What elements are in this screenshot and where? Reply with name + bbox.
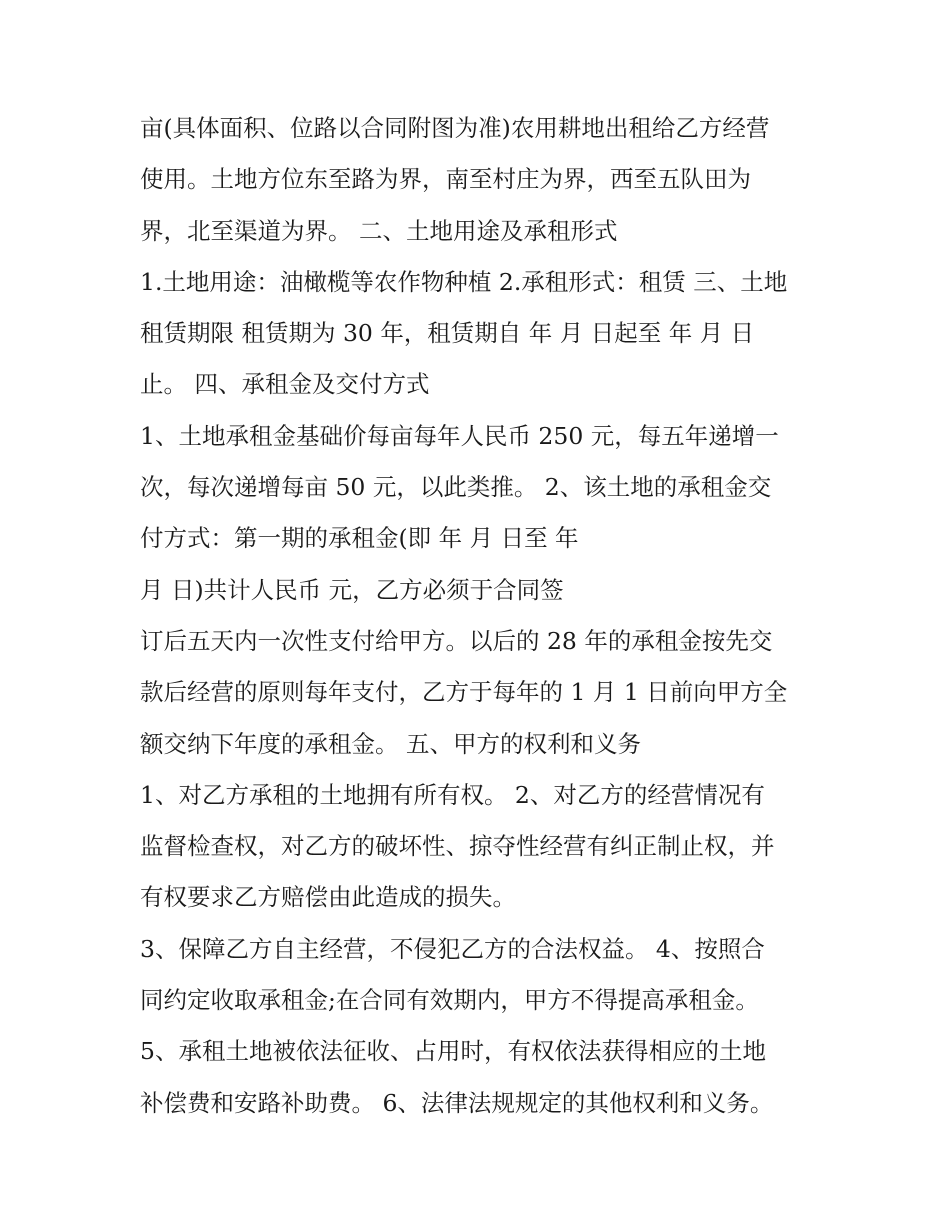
text-line: 次，每次递增每亩 50 元，以此类推。 2、该土地的承租金交 [140,473,772,502]
text-line: 有权要求乙方赔偿由此造成的损失。 [140,883,516,912]
text-line: 租赁期限 租赁期为 30 年，租赁期自 年 月 日起至 年 月 日 [140,319,755,348]
contract-body-text [140,103,830,1129]
text-line: 额交纳下年度的承租金。 五、甲方的权利和义务 [140,729,641,758]
text-line: 亩(具体面积、位路以合同附图为准)农用耕地出租给乙方经营 [140,114,770,142]
text-line: 款后经营的原则每年支付，乙方于每年的 1 月 1 日前向甲方全 [140,678,788,707]
text-line: 付方式：第一期的承租金(即 年 月 日至 年 [140,524,579,553]
text-line: 止。 四、承租金及交付方式 [140,370,430,399]
text-line: 1.土地用途：油橄榄等农作物种植 2.承租形式：租赁 三、土地 [140,267,788,296]
text-line: 1、对乙方承租的土地拥有所有权。 2、对乙方的经营情况有 [140,780,765,809]
text-line: 使用。土地方位东至路为界，南至村庄为界，西至五队田为 [140,165,751,194]
text-line: 3、保障乙方自主经营，不侵犯乙方的合法权益。 4、按照合 [140,934,765,963]
text-line: 1、土地承租金基础价每亩每年人民币 250 元，每五年递增一 [140,421,779,450]
text-line: 月 日)共计人民币 元，乙方必须于合同签 [140,575,564,604]
text-line: 5、承租土地被依法征收、占用时，有权依法获得相应的土地 [140,1037,766,1066]
text-line: 补偿费和安路补助费。 6、法律法规规定的其他权利和义务。 [140,1088,774,1117]
text-line: 订后五天内一次性支付给甲方。以后的 28 年的承租金按先交 [140,626,773,655]
text-line: 同约定收取承租金;在合同有效期内，甲方不得提高承租金。 [140,986,759,1015]
text-line: 监督检查权，对乙方的破坏性、掠夺性经营有纠正制止权，并 [140,832,775,861]
text-line: 界，北至渠道为界。 二、土地用途及承租形式 [140,216,618,245]
